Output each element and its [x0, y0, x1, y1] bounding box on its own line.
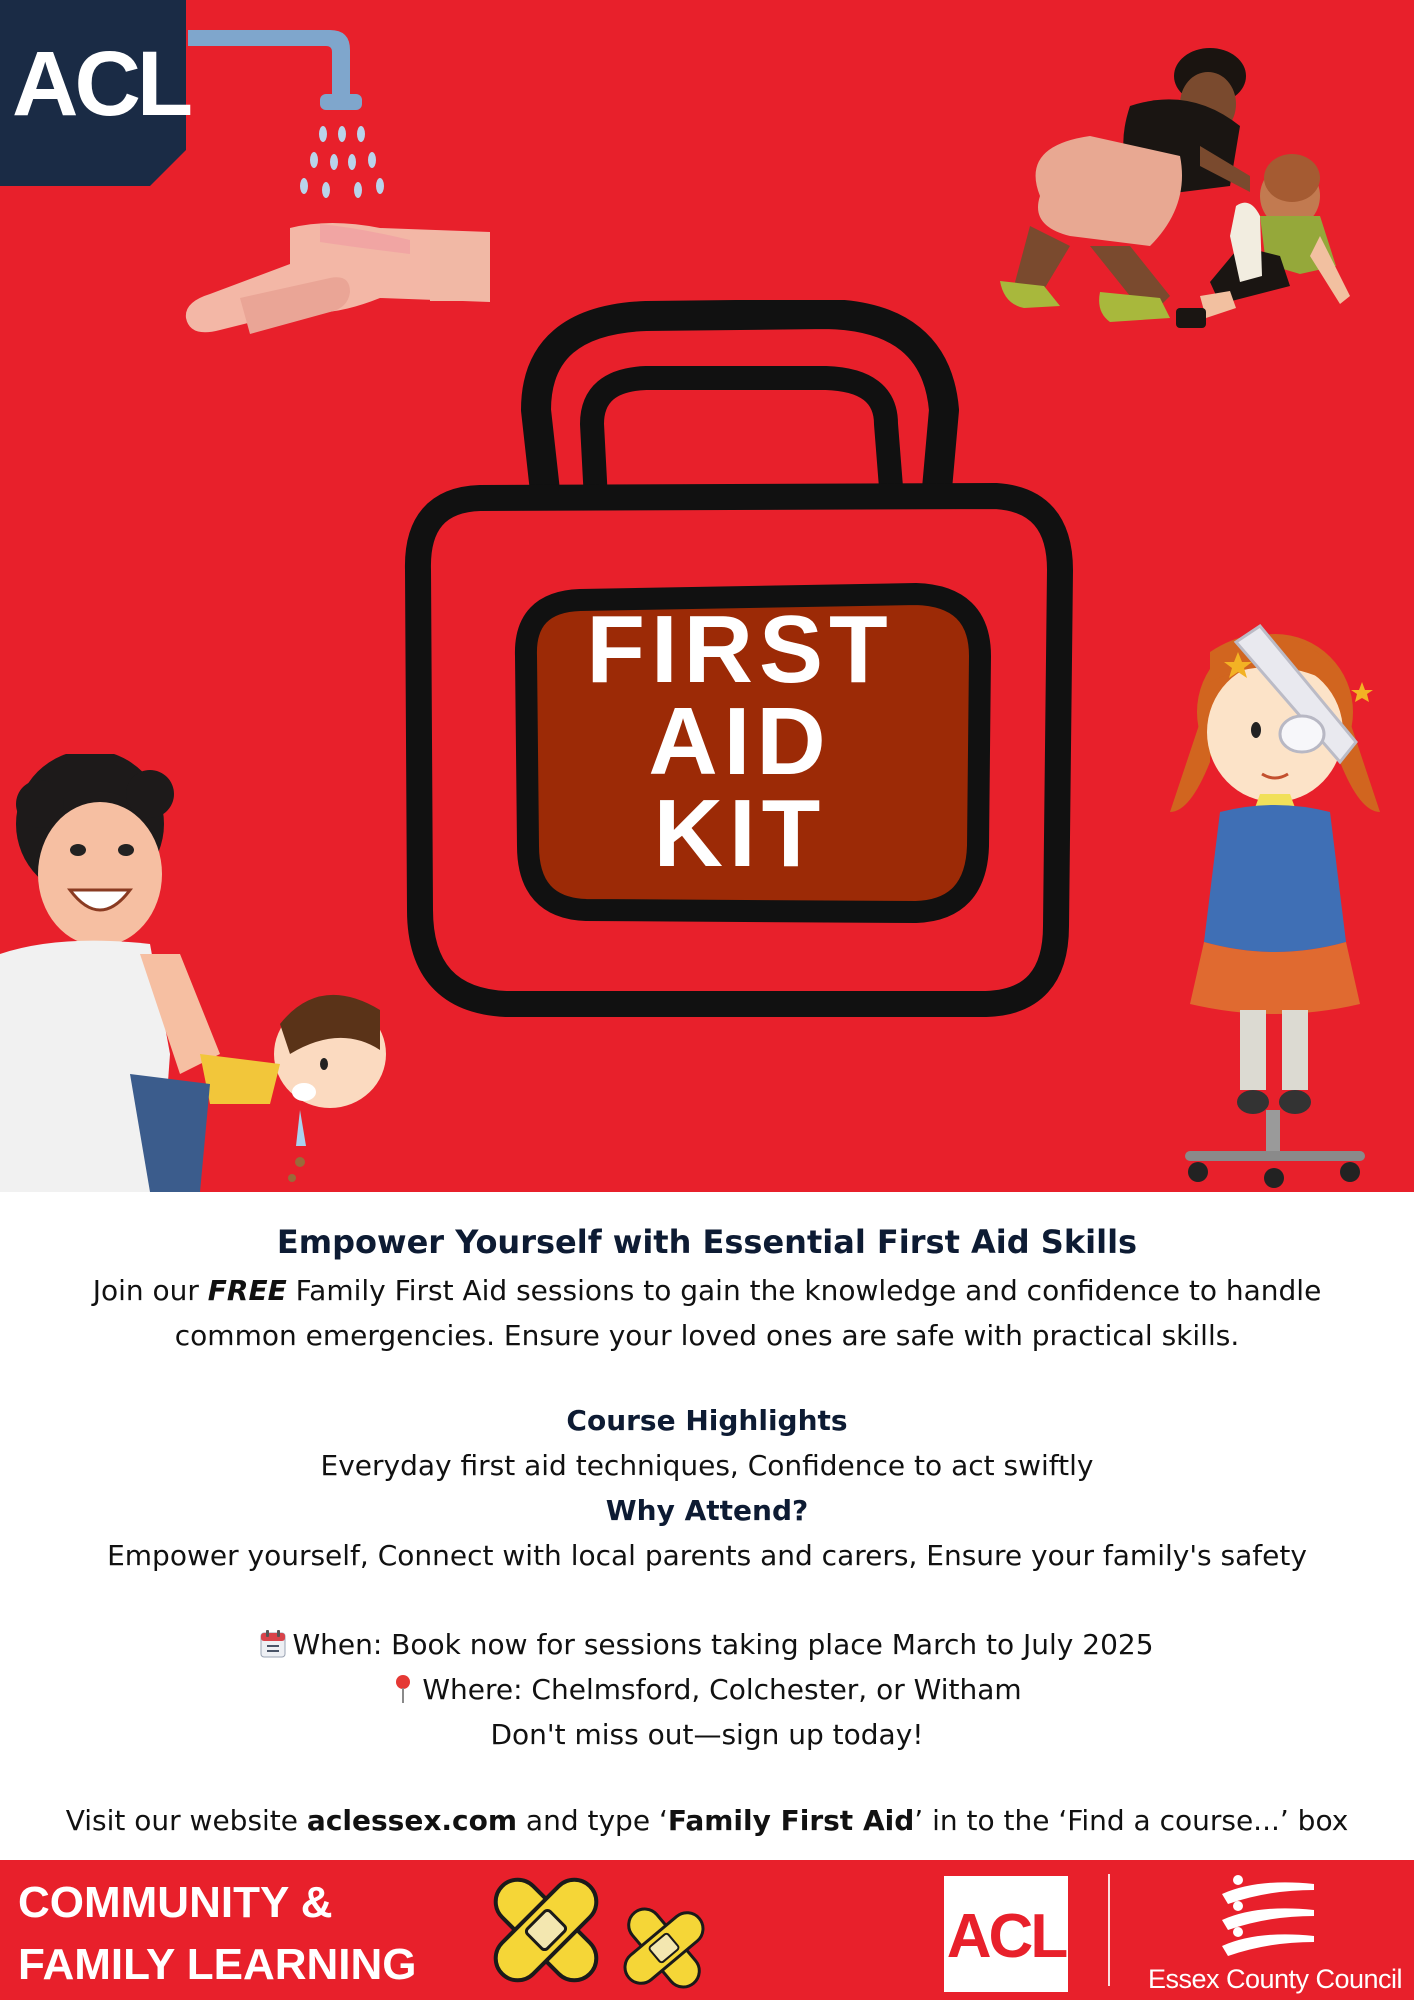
course-name: Family First Aid: [667, 1804, 915, 1837]
handwashing-illustration: [180, 28, 500, 338]
why-attend-heading: Why Attend?: [605, 1494, 809, 1527]
intro-before: Join our: [92, 1274, 208, 1307]
first-aid-kit-label: FIRST AID KIT: [586, 596, 894, 887]
visit-before: Visit our website: [65, 1804, 307, 1837]
plaster-icon: [478, 1862, 728, 1998]
intro-free: FREE: [207, 1274, 287, 1307]
acl-corner-logo-text: ACL: [12, 33, 190, 135]
acl-logo: [944, 1876, 1068, 1992]
where-line: [0, 1673, 1414, 1706]
program-name: COMMUNITY & FAMILY LEARNING: [18, 1878, 417, 1989]
injured-girl-illustration: [1150, 612, 1400, 1192]
course-info: [0, 1192, 1414, 1860]
headline: Empower Yourself with Essential First Aid Skills: [276, 1223, 1138, 1261]
logo-divider: [1108, 1874, 1110, 1986]
visit-instructions: [0, 1804, 1414, 1837]
when-line: [0, 1628, 1414, 1661]
council-name: Essex County Council: [1147, 1964, 1403, 1994]
footer-banner: [0, 1860, 1414, 2000]
intro-after: Family First Aid sessions to gain the knowledge and confidence to handle common emergencies. Ensure your loved ones are safe with practical skills.: [174, 1274, 1322, 1352]
highlights-heading: Course Highlights: [566, 1404, 848, 1437]
cta-text: Don't miss out—sign up today!: [490, 1718, 924, 1751]
calendar-icon: [260, 1630, 286, 1658]
website-link[interactable]: aclessex.com: [306, 1804, 518, 1837]
pin-icon: [392, 1674, 414, 1704]
visit-middle: and type ‘: [517, 1804, 668, 1837]
visit-after: ’ in to the ‘Find a course...’ box: [914, 1804, 1349, 1837]
choking-baby-illustration: [0, 754, 390, 1192]
acl-logo-text: ACL: [946, 1902, 1066, 1971]
intro-paragraph: [40, 1268, 1374, 1358]
why-attend-text: Empower yourself, Connect with local parents and carers, Ensure your family's safety: [107, 1539, 1307, 1572]
when-text: When: Book now for sessions taking place March to July 2025: [292, 1628, 1154, 1661]
highlights-text: Everyday first aid techniques, Confidence to act swiftly: [320, 1449, 1094, 1482]
where-text: Where: Chelmsford, Colchester, or Witham: [422, 1673, 1022, 1706]
essex-seaxes-icon: [1218, 1874, 1318, 1966]
